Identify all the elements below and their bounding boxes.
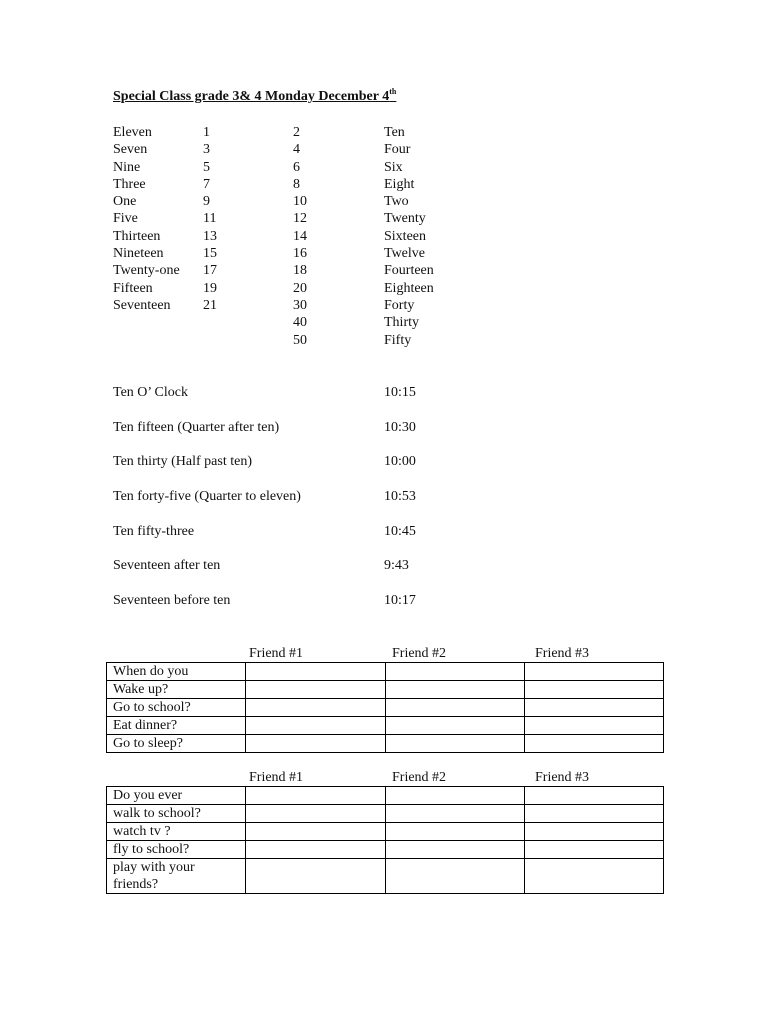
answer-cell[interactable] [385,805,524,823]
row-label: fly to school? [107,841,246,859]
time-value: 10:45 [384,523,416,539]
number-digit-right: 10 [293,194,307,210]
answer-cell[interactable] [524,663,663,681]
friend-header-2: Friend #2 [392,770,447,785]
number-word-left: Nine [113,159,141,175]
number-word-right: Thirty [384,315,419,331]
answer-cell[interactable] [524,787,663,805]
row-label: When do you [107,663,246,681]
number-digit-left: 13 [203,228,217,244]
number-word-right: Forty [384,297,415,313]
number-digit-left: 9 [203,194,210,210]
number-digit-right: 8 [293,176,300,192]
number-digit-left: 5 [203,159,210,175]
number-digit-left: 11 [203,211,217,227]
number-digit-right: 16 [293,246,307,262]
table-row [107,787,664,805]
number-digit-left: 1 [203,125,210,140]
answer-cell[interactable] [246,823,385,841]
number-digit-right: 18 [293,263,307,279]
number-digit-left: 15 [203,246,217,262]
answer-cell[interactable] [524,681,663,699]
time-phrase: Ten fifteen (Quarter after ten) [113,419,280,435]
answer-cell[interactable] [246,805,385,823]
number-word-left: Seventeen [113,297,171,313]
number-digit-right: 14 [293,228,307,244]
number-digit-right: 12 [293,211,307,227]
time-value: 10:17 [384,593,416,609]
time-phrase: Ten thirty (Half past ten) [113,454,252,470]
answer-cell[interactable] [385,663,524,681]
answer-cell[interactable] [385,699,524,717]
answer-cell[interactable] [524,841,663,859]
number-word-right: Twenty [384,211,426,227]
number-word-right: Sixteen [384,228,426,244]
answer-cell[interactable] [246,663,385,681]
number-word-left: Eleven [113,125,152,140]
number-digit-right: 4 [293,142,300,158]
answer-cell[interactable] [524,859,663,894]
time-phrase: Seventeen before ten [113,593,231,609]
number-word-left: Fifteen [113,280,153,296]
title-text: Special Class grade 3& 4 Monday December 4 [113,89,390,104]
table-row [107,699,664,717]
time-value: 10:00 [384,454,416,470]
table-row [107,681,664,699]
time-value: 9:43 [384,558,409,574]
number-word-left: Twenty-one [113,263,180,279]
answer-cell[interactable] [246,699,385,717]
table-row [107,859,664,894]
number-digit-right: 2 [293,125,300,140]
answer-cell[interactable] [385,735,524,753]
survey-table-when [106,645,664,753]
number-word-right: Eighteen [384,280,434,296]
answer-cell[interactable] [246,841,385,859]
number-digit-right: 30 [293,297,307,313]
number-word-right: Ten [384,125,405,140]
row-label: Eat dinner? [107,717,246,735]
number-word-right: Fourteen [384,263,434,279]
table-row [107,663,664,681]
time-phrase: Seventeen after ten [113,558,221,574]
row-label: Go to sleep? [107,735,246,753]
row-label: play with your friends? [107,859,246,894]
table-row [107,823,664,841]
number-digit-right: 40 [293,315,307,331]
number-word-left: Five [113,211,138,227]
friend-headers [106,769,664,786]
answer-cell[interactable] [385,859,524,894]
row-label: Do you ever [107,787,246,805]
number-word-right: Six [384,159,403,175]
number-word-left: Thirteen [113,228,161,244]
table-row [107,735,664,753]
row-label: Wake up? [107,681,246,699]
time-value: 10:15 [384,385,416,400]
number-digit-right: 20 [293,280,307,296]
row-label: Go to school? [107,699,246,717]
answer-cell[interactable] [246,859,385,894]
friend-header-3: Friend #3 [535,646,590,661]
number-digit-left: 7 [203,176,210,192]
number-word-right: Fifty [384,332,412,348]
row-label: walk to school? [107,805,246,823]
answer-cell[interactable] [385,717,524,735]
table-row [107,841,664,859]
number-word-left: Nineteen [113,246,164,262]
answer-cell[interactable] [246,787,385,805]
number-word-right: Two [384,194,409,210]
number-digit-left: 3 [203,142,210,158]
survey-grid [106,786,664,894]
time-phrase: Ten fifty-three [113,523,195,539]
title-superscript: th [389,87,397,96]
answer-cell[interactable] [524,699,663,717]
answer-cell[interactable] [524,805,663,823]
answer-cell[interactable] [246,681,385,699]
number-word-right: Twelve [384,246,426,262]
answer-cell[interactable] [385,681,524,699]
friend-header-1: Friend #1 [249,646,304,661]
number-digit-right: 50 [293,332,307,348]
row-label: watch tv ? [107,823,246,841]
number-word-left: Three [113,176,146,192]
answer-cell[interactable] [246,735,385,753]
number-word-right: Four [384,142,411,158]
number-digit-left: 19 [203,280,217,296]
answer-cell[interactable] [524,735,663,753]
table-row [107,805,664,823]
survey-grid [106,662,664,753]
table-row [107,717,664,735]
answer-cell[interactable] [524,717,663,735]
friend-headers [106,645,664,662]
friend-header-1: Friend #1 [249,770,304,785]
survey-table-ever [106,769,664,894]
number-word-left: Seven [113,142,148,158]
number-digit-left: 21 [203,297,217,313]
time-phrase: Ten O’ Clock [113,385,188,400]
page-title [113,89,396,105]
friend-header-3: Friend #3 [535,770,590,785]
answer-cell[interactable] [385,841,524,859]
friend-header-2: Friend #2 [392,646,447,661]
number-digit-left: 17 [203,263,217,279]
answer-cell[interactable] [385,823,524,841]
answer-cell[interactable] [524,823,663,841]
answer-cell[interactable] [385,787,524,805]
time-phrase: Ten forty-five (Quarter to eleven) [113,489,301,505]
number-word-left: One [113,194,137,210]
answer-cell[interactable] [246,717,385,735]
time-value: 10:53 [384,489,416,505]
number-word-right: Eight [384,176,415,192]
number-digit-right: 6 [293,159,300,175]
time-value: 10:30 [384,419,416,435]
